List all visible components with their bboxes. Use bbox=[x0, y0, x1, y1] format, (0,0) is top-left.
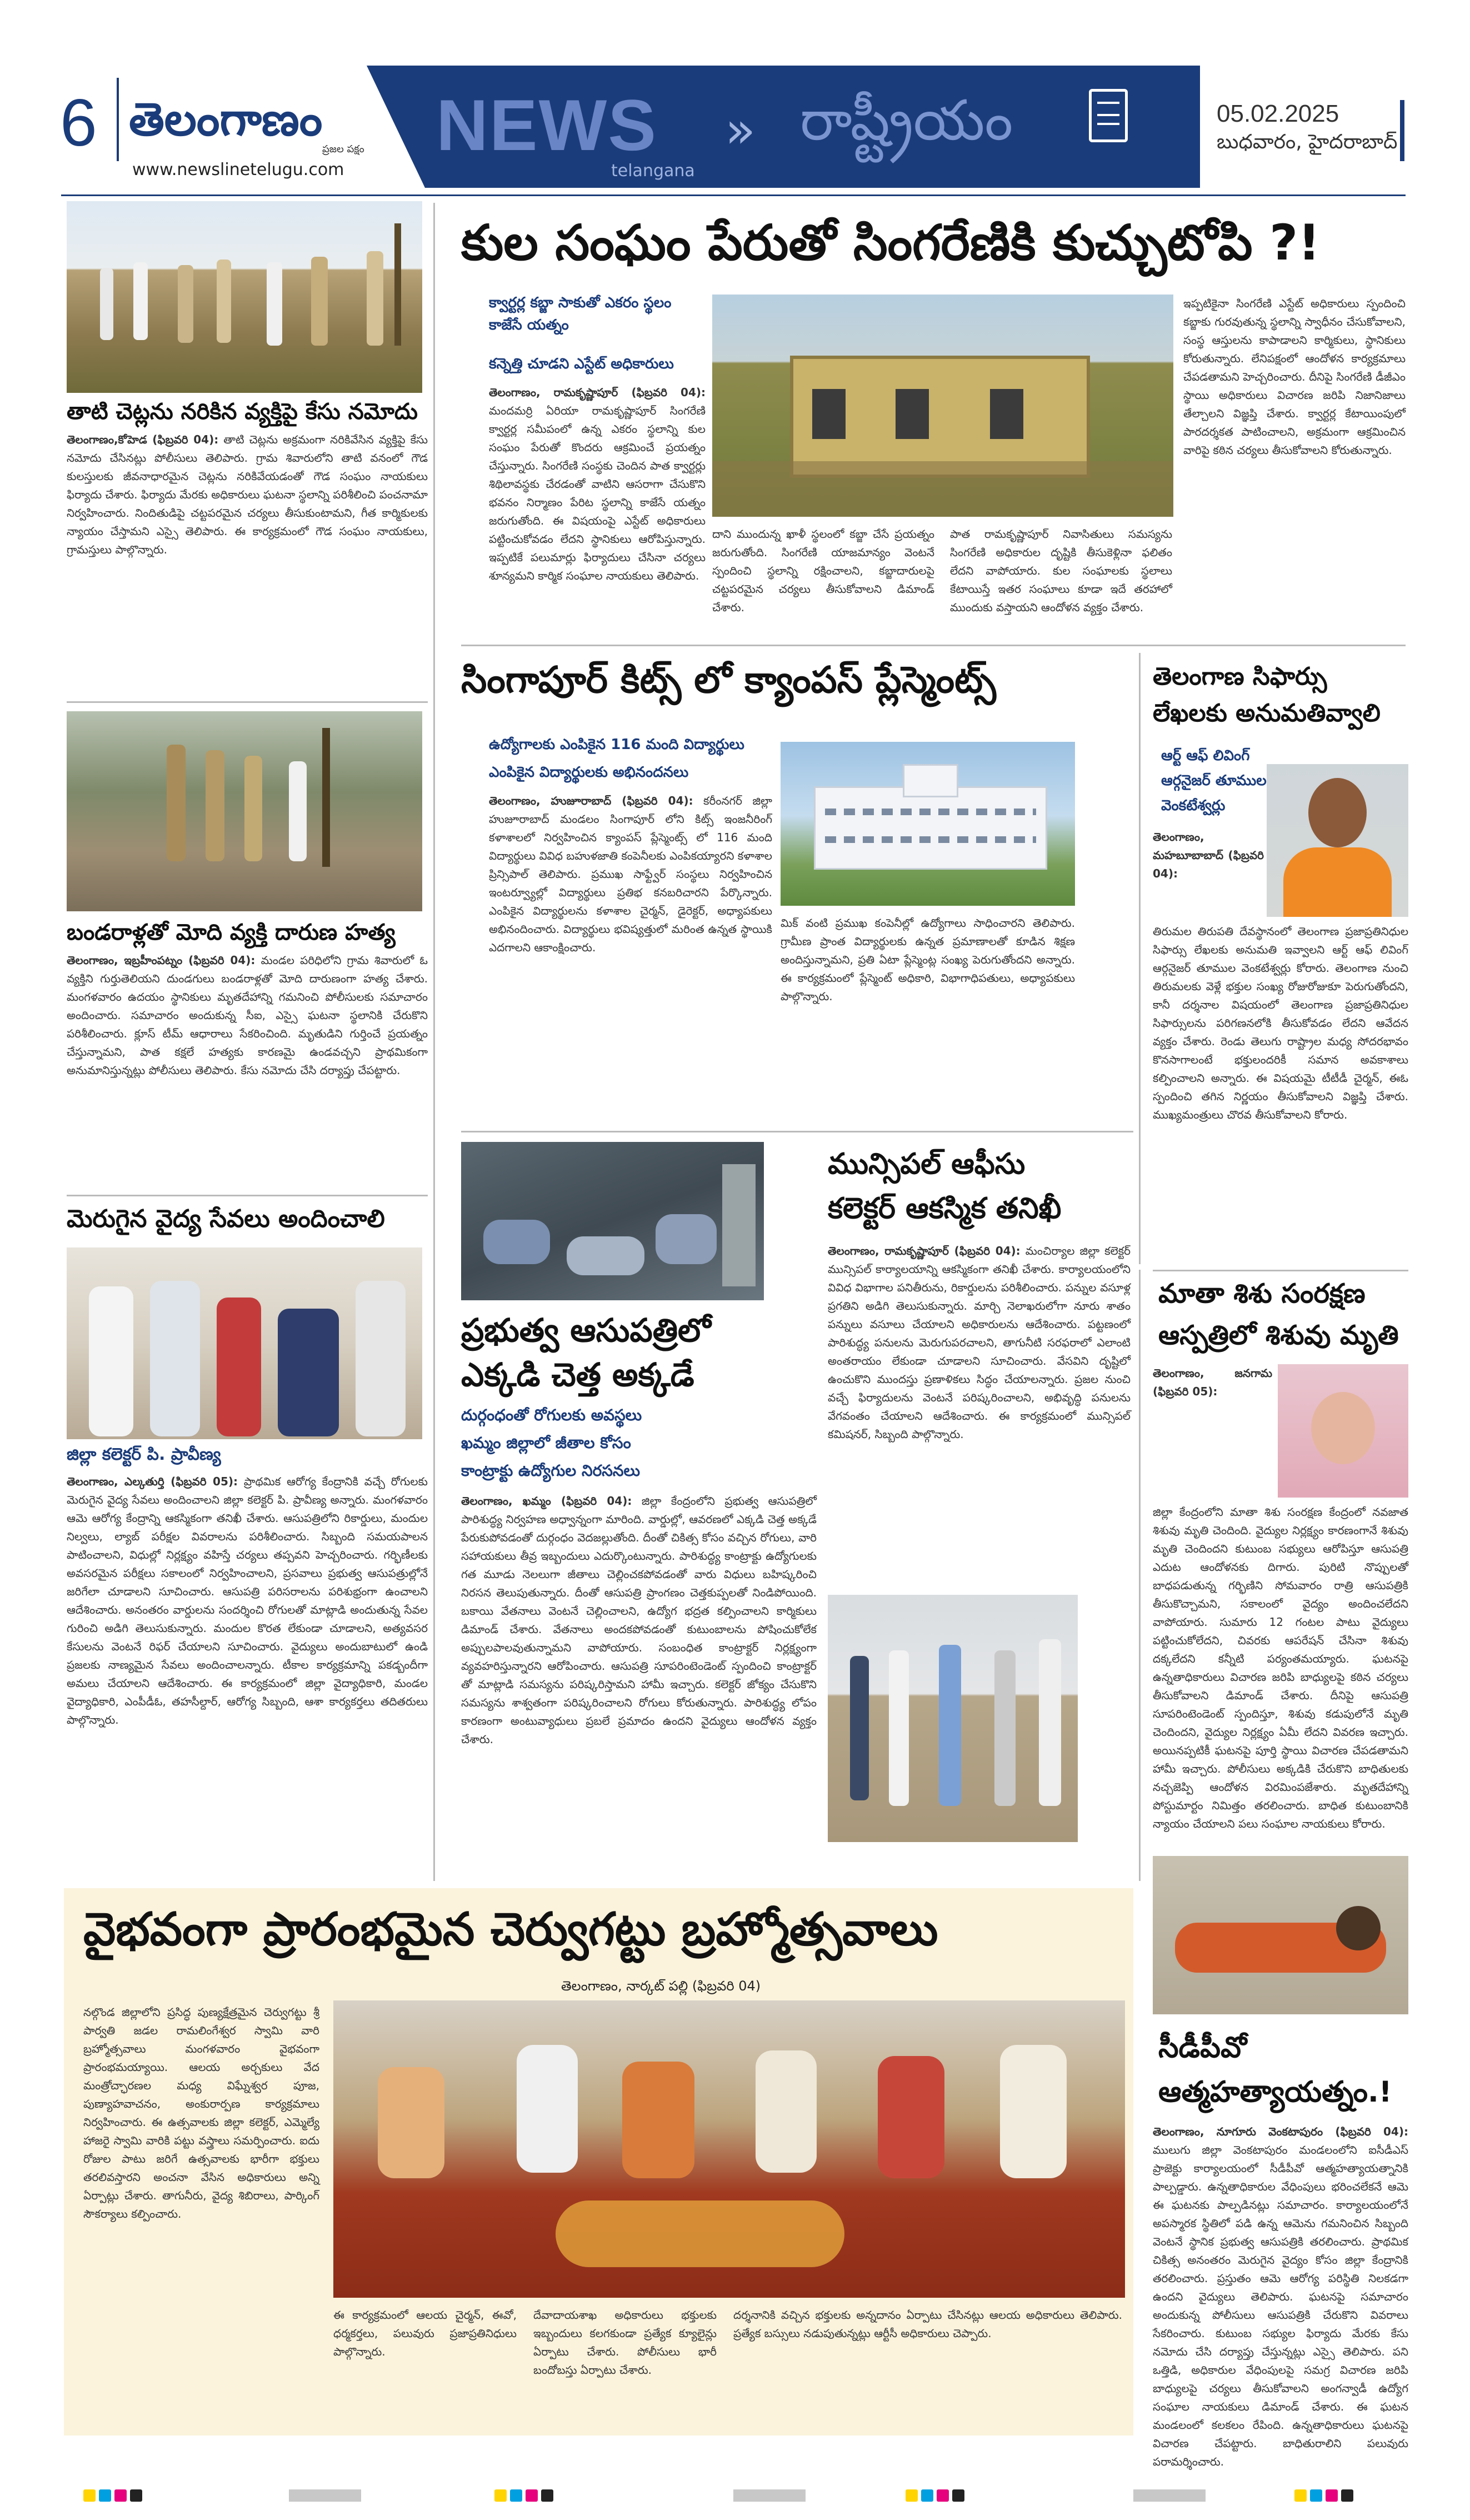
singareni-col3: పాత రామకృష్ణాపూర్ నివాసితులు సమస్యను సింగరేణి అధికారుల దృష్టికి తీసుకెళ్లినా ఫలితం లేదని వాపోయారు. కుల సంఘాలకు స్థలాలు కేటాయిస్తే ఇతర సంఘాలు కూడా ఇదే తరహాలో ముందుకు వస్తాయని ఆందోళన వ్యక్తం చేశారు. bbox=[950, 527, 1172, 614]
singapore-body bbox=[489, 792, 772, 1125]
cdpo-dateline: తెలంగాణం, నూగూరు వెంకటాపురం (ఫిబ్రవరి 04): bbox=[1153, 2125, 1408, 2138]
document-icon bbox=[1089, 89, 1128, 142]
hospital-sub3: కాంట్రాక్టు ఉద్యోగుల నిరసనలు bbox=[461, 1461, 641, 1480]
murder-text: మండల పరిధిలోని గ్రామ శివారులో ఓ వ్యక్తిని గుర్తుతెలియని దుండగులు బండరాళ్లతో మోది దారుణంగా హత్య చేశారు. మంగళవారం ఉదయం స్థానికులు మృతదేహాన్ని గమనించి పోలీసులకు సమాచారం అందించారు. సమాచారం అందుకున్న సీఐ, ఎస్సై ఘటనా స్థలానికి చేరుకొని పరిశీలించారు. క్లూస్ టీమ్ ఆధారాలు సేకరించింది. మృతుడిని గుర్తించే ప్రయత్నం చేస్తున్నామని, పాత కక్షలే హత్యకు కారణమై ఉండవచ్చని ప్రాథమికంగా అనుమానిస్తున్నట్లు పోలీసులు తెలిపారు. కేసు నమోదు చేసి దర్యాప్తు చేపట్టారు. bbox=[67, 954, 428, 1077]
murder-photo bbox=[67, 711, 422, 911]
section-title: రాష్ట్రీయం bbox=[800, 88, 1013, 153]
singapore-text: కరీంనగర్ జిల్లా హుజూరాబాద్ మండలం సింగాపూర్ లోని కిట్స్ ఇంజనీరింగ్ కళాశాలలో నిర్వహించిన క్యాంపస్ ప్లేస్మెంట్స్ లో 116 మంది విద్యార్థులు వివిధ బహుళజాతి కంపెనీలకు ఎంపికయ్యారని కళాశాల ప్రిన్సిపాల్ తెలిపారు. ప్రముఖ సాఫ్ట్వేర్ సంస్థలు నిర్వహించిన ఇంటర్వ్యూల్లో విద్యార్థులు ప్రతిభ కనబరిచారని పేర్కొన్నారు. ఎంపికైన విద్యార్థులను కళాశాల చైర్మన్, డైరెక్టర్, అధ్యాపకులు అభినందించారు. విద్యార్థులు భవిష్యత్తులో మరింత ఉన్నత స్థాయికి ఎదగాలని ఆకాంక్షించారు. bbox=[489, 794, 773, 954]
vaidya-text: ప్రాథమిక ఆరోగ్య కేంద్రానికి వచ్చే రోగులకు మెరుగైన వైద్య సేవలు అందించాలని జిల్లా కలెక్టర్ పి. ప్రావీణ్య అన్నారు. మంగళవారం ఆమె ఆరోగ్య కేంద్రాన్ని ఆకస్మికంగా తనిఖీ చేశారు. ఆసుపత్రిలోని రికార్డులు, మందుల నిల్వలు, ల్యాబ్ పరీక్షల వివరాలను పరిశీలించారు. సిబ్బంది సమయపాలన పాటించాలని, విధుల్లో నిర్లక్ష్యం వహిస్తే చర్యలు తప్పవని హెచ్చరించారు. గర్భిణీలకు అవసరమైన పరీక్షలు సకాలంలో నిర్వహించాలని, ప్రసవాలు ప్రభుత్వ ఆసుపత్రుల్లోనే జరిగేలా చూడాలని సూచించారు. ఆసుపత్రి పరిసరాలను పరిశుభ్రంగా ఉంచాలని ఆదేశించారు. అనంతరం వార్డులను సందర్శించి రోగులతో మాట్లాడి అందుతున్న సేవల గురించి అడిగి తెలుసుకున్నారు. మందుల కొరత లేకుండా చూడాలని, అత్యవసర కేసులను వెంటనే రిఫర్ చేయాలని సూచించారు. వైద్యులు అందుబాటులో ఉండి ప్రజలకు నాణ్యమైన సేవలు అందించాలన్నారు. టీకాల కార్యక్రమాన్ని పకడ్బందీగా అమలు చేయాలని ఆదేశించారు. ఈ కార్యక్రమంలో జిల్లా వైద్యాధికారి, మండల వైద్యాధికారి, ఎంపీడీఓ, తహసీల్దార్, ఆరోగ్య సిబ్బంది, ఆశా కార్యకర్తలు తదితరులు పాల్గొన్నారు. bbox=[67, 1475, 428, 1726]
singareni-sub1: క్వార్టర్ల కబ్జా సాకుతో ఎకరం స్థలం bbox=[489, 295, 672, 311]
brahmotsavalu-col4: దర్శనానికి వచ్చిన భక్తులకు అన్నదానం ఏర్పాటు చేసినట్లు ఆలయ అధికారులు తెలిపారు. ప్రత్యేక బస్సులు నడుపుతున్నట్లు ఆర్టీసీ అధికారులు చెప్పారు. bbox=[733, 2308, 1122, 2340]
murder-dateline: తెలంగాణం, ఇబ్రహీంపట్నం (ఫిబ్రవరి 04): bbox=[67, 954, 256, 967]
hospital-headline-2: ఎక్కడి చెత్త అక్కడే bbox=[461, 1356, 694, 1394]
website[interactable]: www.newslinetelugu.com bbox=[132, 160, 344, 179]
sishu-text: జిల్లా కేంద్రంలోని మాతా శిశు సంరక్షణ కేంద్రంలో నవజాత శిశువు మృతి చెందింది. వైద్యుల నిర్లక్ష్యం కారణంగానే శిశువు మృతి చెందిందని కుటుంబ సభ్యులు ఆరోపిస్తూ ఆసుపత్రి ఎదుట ఆందోళనకు దిగారు. పురిటి నొప్పులతో బాధపడుతున్న గర్భిణిని సోమవారం రాత్రి ఆసుపత్రికి తీసుకొచ్చామని, సకాలంలో వైద్యం అందించలేదని వాపోయారు. సుమారు 12 గంటల పాటు వైద్యులు పట్టించుకోలేదని, చివరకు ఆపరేషన్ చేసినా శిశువు దక్కలేదని కన్నీటి పర్యంతమయ్యారు. ఘటనపై ఉన్నతాధికారులు విచారణ జరిపి బాధ్యులపై కఠిన చర్యలు తీసుకోవాలని డిమాండ్ చేశారు. దీనిపై ఆసుపత్రి సూపరింటెండెంట్ స్పందిస్తూ, శిశువు కడుపులోనే మృతి చెందిందని, వైద్యుల నిర్లక్ష్యం ఏమీ లేదని వివరణ ఇచ్చారు. అయినప్పటికీ ఘటనపై పూర్తి స్థాయి విచారణ చేపడతామని హామీ ఇచ్చారు. పోలీసులు అక్కడికి చేరుకొని బాధితులకు నచ్చజెప్పి ఆందోళన విరమింపజేశారు. మృతదేహాన్ని పోస్టుమార్టం నిమిత్తం తరలించారు. బాధిత కుటుంబానికి న్యాయం చేయాలని పలు సంఘాల నాయకులు కోరారు. bbox=[1153, 1505, 1408, 1830]
singareni-right: ఇప్పటికైనా సింగరేణి ఎస్టేట్ అధికారులు స్పందించి కబ్జాకు గురవుతున్న స్థలాన్ని స్వాధీనం చేసుకోవాలని, సంస్థ ఆస్తులను కాపాడాలని కార్మికులు, స్థానికులు కోరుతున్నారు. లేనిపక్షంలో ఆందోళన కార్యక్రమాలు చేపడతామని హెచ్చరించారు. దీనిపై సింగరేణి డీజీఎం స్థాయి అధికారులు విచారణ జరిపి నిజానిజాలు తేల్చాలని విజ్ఞప్తి చేశారు. క్వార్టర్ల కేటాయింపులో పారదర్శకత పాటించాలని, అక్రమంగా ఆక్రమించిన వారిపై కఠిన చర్యలు తీసుకోవాలని కోరుతున్నారు. bbox=[1183, 297, 1406, 457]
hospital-text: జిల్లా కేంద్రంలోని ప్రభుత్వ ఆసుపత్రిలో పారిశుద్ధ్య నిర్వహణ అధ్వాన్నంగా మారింది. వార్డుల్లో, ఆవరణలో ఎక్కడి చెత్త అక్కడే పేరుకుపోవడంతో దుర్గంధం వెదజల్లుతోంది. దీంతో చికిత్స కోసం వచ్చిన రోగులు, వారి సహాయకులు తీవ్ర ఇబ్బందులు ఎదుర్కొంటున్నారు. పారిశుద్ధ్య కాంట్రాక్టు ఉద్యోగులకు గత మూడు నెలలుగా జీతాలు చెల్లించకపోవడంతో వారు విధులు బహిష్కరించి నిరసన తెలుపుతున్నారు. దీంతో ఆసుపత్రి ప్రాంగణం చెత్తకుప్పలతో నిండిపోయింది. బకాయి వేతనాలు వెంటనే చెల్లించాలని, ఉద్యోగ భద్రత కల్పించాలని కార్మికులు డిమాండ్ చేశారు. వేతనాలు అందకపోవడంతో కుటుంబాలను పోషించుకోలేక అప్పులపాలవుతున్నామని వాపోయారు. సంబంధిత కాంట్రాక్టర్ నిర్లక్ష్యంగా వ్యవహరిస్తున్నారని ఆరోపించారు. ఆసుపత్రి సూపరింటెండెంట్ స్పందించి కాంట్రాక్టర్ తో మాట్లాడి సమస్యను పరిష్కరిస్తామని హామీ ఇచ్చారు. కలెక్టర్ జోక్యం చేసుకొని సమస్యను శాశ్వతంగా పరిష్కరించాలని రోగులు కోరుతున్నారు. పారిశుద్ధ్య లోపం కారణంగా అంటువ్యాధులు ప్రబలే ప్రమాదం ఉందని వైద్యులు ఆందోళన వ్యక్తం చేశారు. bbox=[461, 1494, 817, 1746]
masthead bbox=[0, 0, 1470, 183]
tati-photo bbox=[67, 201, 422, 393]
lekhalu-sub2: ఆర్గనైజర్ తూముల bbox=[1161, 772, 1267, 789]
vaidya-dateline: తెలంగాణం, ఎల్కతుర్తి (ఫిబ్రవరి 05): bbox=[67, 1475, 238, 1488]
cdpo-text: ములుగు జిల్లా వెంకటాపురం మండలంలోని ఐసీడీఎస్ ప్రాజెక్టు కార్యాలయంలో సీడీపీవో ఆత్మహత్యాయత్నానికి పాల్పడ్డారు. ఉన్నతాధికారుల వేధింపులు భరించలేకనే ఆమె ఈ ఘటనకు పాల్పడినట్లు సమాచారం. కార్యాలయంలోనే అపస్మారక స్థితిలో పడి ఉన్న ఆమెను గమనించిన సిబ్బంది వెంటనే స్థానిక ప్రభుత్వ ఆసుపత్రికి తరలించారు. ప్రాథమిక చికిత్స అనంతరం మెరుగైన వైద్యం కోసం జిల్లా కేంద్రానికి తరలించారు. ప్రస్తుతం ఆమె ఆరోగ్య పరిస్థితి నిలకడగా ఉందని వైద్యులు తెలిపారు. ఘటనపై సమాచారం అందుకున్న పోలీసులు ఆసుపత్రికి చేరుకొని వివరాలు సేకరించారు. కుటుంబ సభ్యుల ఫిర్యాదు మేరకు కేసు నమోదు చేసి దర్యాప్తు చేస్తున్నట్లు ఎస్సై తెలిపారు. పని ఒత్తిడి, అధికారుల వేధింపులపై సమగ్ర విచారణ జరిపి బాధ్యులపై చర్యలు తీసుకోవాలని అంగన్వాడీ ఉద్యోగ సంఘాల నాయకులు డిమాండ్ చేశారు. ఈ ఘటన మండలంలో కలకలం రేపింది. ఉన్నతాధికారులు ఘటనపై విచారణ చేపట్టారు. బాధితురాలిని పలువురు పరామర్శించారు. bbox=[1153, 2143, 1408, 2468]
cdpo-body bbox=[1153, 2123, 1408, 2468]
singapore-sub1: ఉద్యోగాలకు ఎంపికైన 116 మంది విద్యార్థులు bbox=[489, 736, 744, 753]
singapore-dateline: తెలంగాణం, హుజూరాబాద్ (ఫిబ్రవరి 04): bbox=[489, 794, 693, 807]
lekhalu-sub1: ఆర్ట్ ఆఫ్ లివింగ్ bbox=[1161, 747, 1250, 764]
logo: తెలంగాణం bbox=[129, 93, 323, 146]
brahmotsavalu-photo bbox=[333, 2000, 1125, 2298]
sishu-headline-1: మాతా శిశు సంరక్షణ bbox=[1158, 1278, 1366, 1309]
gray-bar-3 bbox=[1133, 2489, 1206, 2502]
murder-body bbox=[67, 951, 428, 1185]
day-place: బుధవారం, హైదరాబాద్ bbox=[1217, 131, 1398, 153]
murder-headline: బండరాళ్లతో మోది వ్యక్తి దారుణ హత్య bbox=[67, 920, 396, 945]
hospital-headline-1: ప్రభుత్వ ఆసుపత్రిలో bbox=[461, 1311, 711, 1349]
vaidya-body bbox=[67, 1473, 428, 1878]
brahmotsavalu-body: నల్గొండ జిల్లాలోని ప్రసిద్ధ పుణ్యక్షేత్రమైన చెర్వుగట్టు శ్రీ పార్వతి జడల రామలింగేశ్వర స్వామి వారి బ్రహ్మోత్సవాలు మంగళవారం వైభవంగా ప్రారంభమయ్యాయి. ఆలయ అర్చకులు వేద మంత్రోచ్ఛారణల మధ్య విఘ్నేశ్వర పూజ, పుణ్యాహవాచనం, అంకురార్పణ కార్యక్రమాలు నిర్వహించారు. ఈ ఉత్సవాలకు జిల్లా కలెక్టర్, ఎమ్మెల్యే హాజరై స్వామి వారికి పట్టు వస్త్రాలు సమర్పించారు. ఐదు రోజుల పాటు జరిగే ఉత్సవాలకు భారీగా భక్తులు తరలివస్తారని అంచనా వేసిన అధికారులు అన్ని ఏర్పాట్లు చేశారు. తాగునీరు, వైద్య శిబిరాలు, పార్కింగ్ సౌకర్యాలు కల్పించారు. bbox=[83, 2005, 319, 2220]
hospital-body bbox=[461, 1492, 817, 1875]
singareni-photo bbox=[712, 295, 1173, 517]
brahmotsavalu-col2: ఈ కార్యక్రమంలో ఆలయ చైర్మన్, ఈవో, ధర్మకర్తలు, పలువురు ప్రజాప్రతినిధులు పాల్గొన్నారు. bbox=[333, 2308, 517, 2358]
hospital-sub2: ఖమ్మం జిల్లాలో జీతాల కోసం bbox=[461, 1434, 631, 1452]
singapore-photo bbox=[781, 742, 1075, 906]
lekhalu-photo bbox=[1267, 764, 1408, 917]
sishu-dateline: తెలంగాణం, జనగామ (ఫిబ్రవరి 05): bbox=[1153, 1366, 1272, 1398]
singareni-dateline: తెలంగాణం, రామకృష్ణాపూర్ (ఫిబ్రవరి 04): bbox=[489, 386, 706, 399]
print-registration-bar-end bbox=[1294, 2489, 1357, 2504]
tati-body bbox=[67, 431, 428, 692]
lekhalu-sub3: వెంకటేశ్వర్లు bbox=[1161, 797, 1226, 814]
cdpo-photo bbox=[1153, 1856, 1408, 2014]
hospital-dateline: తెలంగాణం, ఖమ్మం (ఫిబ్రవరి 04): bbox=[461, 1494, 632, 1508]
tati-text: తాటి చెట్లను అక్రమంగా నరికివేసిన వ్యక్తిపై కేసు నమోదు చేసినట్లు పోలీసులు తెలిపారు. గ్రామ శివారులోని తాటి వనంలో గౌడ కులస్తులకు జీవనాధారమైన చెట్లను నరికివేయడంతో గౌడ సంఘం నాయకులు ఫిర్యాదు చేశారు. ఫిర్యాదు మేరకు అధికారులు ఘటనా స్థలాన్ని పరిశీలించి పంచనామా నిర్వహించారు. నిందితుడిపై చట్టపరమైన చర్యలు తీసుకుంటామని, గీత కార్మికులకు న్యాయం చేస్తామని ఎస్సై తెలిపారు. ఈ కార్యక్రమంలో గౌడ సంఘం నాయకులు, గ్రామస్తులు పాల్గొన్నారు. bbox=[67, 433, 428, 556]
brahmotsavalu-dateline: తెలంగాణం, నార్కట్ పల్లి (ఫిబ్రవరి 04) bbox=[561, 1978, 761, 1994]
sishu-headline-2: ఆస్పత్రిలో శిశువు మృతి bbox=[1158, 1320, 1399, 1351]
municipal-headline-1: మున్సిపల్ ఆఫీసు bbox=[828, 1147, 1026, 1181]
lekhalu-text: తిరుమల తిరుపతి దేవస్థానంలో తెలంగాణ ప్రజాప్రతినిధుల సిఫార్సు లేఖలకు అనుమతి ఇవ్వాలని ఆర్ట్ ఆఫ్ లివింగ్ ఆర్గనైజర్ తూముల వెంకటేశ్వర్లు కోరారు. తెలంగాణ నుంచి తిరుమలకు వెళ్లే భక్తుల సంఖ్య రోజురోజుకూ పెరుగుతోందని, కానీ దర్శనాల విషయంలో తెలంగాణ ప్రజాప్రతినిధుల సిఫార్సులను పరిగణనలోకి తీసుకోవడం లేదని ఆవేదన వ్యక్తం చేశారు. రెండు తెలుగు రాష్ట్రాల మధ్య సోదరభావం కొనసాగాలంటే భక్తులందరికీ సమాన అవకాశాలు కల్పించాలని అన్నారు. ఈ విషయమై టీటీడీ చైర్మన్, ఈఓ స్పందించి తగిన నిర్ణయం తీసుకోవాలని విజ్ఞప్తి చేశారు. ముఖ్యమంత్రులు చొరవ తీసుకోవాలని కోరారు. bbox=[1153, 925, 1408, 1121]
print-registration-bar-mid bbox=[494, 2489, 557, 2504]
lekhalu-dateline: తెలంగాణం, మహబూబాబాద్ (ఫిబ్రవరి 04): bbox=[1153, 830, 1264, 880]
vaidya-photo bbox=[67, 1247, 422, 1439]
sishu-dateline-box bbox=[1153, 1364, 1272, 1498]
sishu-photo bbox=[1278, 1364, 1408, 1498]
logo-tagline: ప్రజల పక్షం bbox=[322, 143, 364, 155]
singareni-sub2: కాజేసే యత్నం bbox=[489, 317, 569, 333]
brahmotsavalu-col3: దేవాదాయశాఖ అధికారులు భక్తులకు ఇబ్బందులు కలగకుండా ప్రత్యేక క్యూలైన్లు ఏర్పాటు చేశారు. పోలీసులు భారీ బందోబస్తు ఏర్పాటు చేశారు. bbox=[533, 2308, 717, 2377]
municipal-body bbox=[828, 1242, 1131, 1589]
lekhalu-body bbox=[1153, 828, 1264, 917]
municipal-headline-2: కలెక్టర్ ఆకస్మిక తనిఖీ bbox=[828, 1192, 1062, 1225]
hospital-photo bbox=[461, 1142, 764, 1300]
hospital-sub1: దుర్గంధంతో రోగులకు అవస్థలు bbox=[461, 1406, 642, 1424]
issue-date: 05.02.2025 bbox=[1217, 100, 1339, 127]
reg-magenta bbox=[114, 2489, 127, 2502]
singapore-sub2: ఎంపికైన విద్యార్థులకు అభినందనలు bbox=[489, 764, 689, 781]
news-sub: telangana bbox=[611, 161, 695, 181]
print-registration-bar-right bbox=[906, 2489, 968, 2504]
page-number: 6 bbox=[60, 86, 97, 160]
vaidya-caption: జిల్లా కలెక్టర్ పి. ప్రావీణ్య bbox=[67, 1445, 221, 1464]
singapore-headline: సింగాపూర్ కిట్స్ లో క్యాంపస్ ప్లేస్మెంట్స్ bbox=[461, 658, 996, 701]
cdpo-headline-2: ఆత్మహత్యాయత్నం.! bbox=[1158, 2075, 1392, 2109]
singareni-body bbox=[489, 383, 706, 636]
print-registration-bar-left bbox=[83, 2489, 146, 2504]
cdpo-headline-1: సీడీపీవో bbox=[1158, 2031, 1247, 2064]
singareni-sub3: కన్నెత్తి చూడని ఎస్టేట్ అధికారులు bbox=[489, 356, 674, 372]
news-label: NEWS bbox=[436, 84, 657, 166]
singareni-text: మందమర్రి ఏరియా రామకృష్ణాపూర్ సింగరేణి క్వార్టర్ల సమీపంలో ఉన్న ఎకరం స్థలాన్ని కుల సంఘం పేరుతో కొందరు ఆక్రమించే ప్రయత్నం చేస్తున్నారు. సింగరేణి సంస్థకు చెందిన పాత క్వార్టర్లు శిథిలావస్థకు చేరడంతో వాటిని ఆసరాగా చేసుకొని భవనం నిర్మాణం పేరిట స్థలాన్ని కాజేసే యత్నం జరుగుతోంది. ఈ విషయంపై ఎస్టేట్ అధికారులు పట్టించుకోవడం లేదని స్థానికులు ఆరోపిస్తున్నారు. ఇప్పటికే పలుమార్లు ఫిర్యాదులు చేసినా చర్యలు శూన్యమని కార్మిక సంఘాల నాయకులు తెలిపారు. bbox=[489, 404, 706, 582]
gray-bar-1 bbox=[289, 2489, 361, 2502]
brahmotsavalu-headline: వైభవంగా ప్రారంభమైన చెర్వుగట్టు బ్రహ్మోత్సవాలు bbox=[83, 1903, 938, 1956]
municipal-text: మంచిర్యాల జిల్లా కలెక్టర్ మున్సిపల్ కార్యాలయాన్ని ఆకస్మికంగా తనిఖీ చేశారు. కార్యాలయంలోని వివిధ విభాగాల పనితీరును, రికార్డులను పరిశీలించారు. పన్నుల వసూళ్ల ప్రగతిని అడిగి తెలుసుకున్నారు. మార్చి నెలాఖరులోగా నూరు శాతం పన్నులు వసూలు చేయాలని అధికారులను ఆదేశించారు. పట్టణంలో పారిశుద్ధ్య పనులను మెరుగుపరచాలని, తాగునీటి సరఫరాలో ఎలాంటి అంతరాయం లేకుండా చూడాలని సూచించారు. వేసవిని దృష్టిలో ఉంచుకొని ముందస్తు ప్రణాళికలు సిద్ధం చేయాలన్నారు. ప్రజల నుంచి వచ్చే ఫిర్యాదులను వెంటనే పరిష్కరించాలని, అభివృద్ధి పనులను వేగవంతం చేయాలని ఆదేశించారు. ఈ కార్యక్రమంలో మున్సిపల్ కమిషనర్, సిబ్బంది పాల్గొన్నారు. bbox=[828, 1244, 1131, 1441]
lekhalu-headline-1: తెలంగాణ సిఫార్సు లేఖలకు అనుమతివ్వాలి bbox=[1153, 662, 1381, 727]
municipal-dateline: తెలంగాణం, రామకృష్ణాపూర్ (ఫిబ్రవరి 04): bbox=[828, 1244, 1021, 1257]
singapore-col2: మిక్ వంటి ప్రముఖ కంపెనీల్లో ఉద్యోగాలు సాధించారని తెలిపారు. గ్రామీణ ప్రాంత విద్యార్థులకు ఉన్నత ప్రమాణాలతో కూడిన శిక్షణ అందిస్తున్నామని, ప్రతి ఏటా ప్లేస్మెంట్ల సంఖ్య పెరుగుతోందని అన్నారు. ఈ కార్యక్రమంలో ప్లేస్మెంట్ అధికారి, విభాగాధిపతులు, అధ్యాపకులు పాల్గొన్నారు. bbox=[781, 916, 1075, 1003]
vaidya-headline: మెరుగైన వైద్య సేవలు అందించాలి bbox=[67, 1205, 385, 1233]
municipal-photo bbox=[828, 1595, 1078, 1842]
chevron-icon: » bbox=[725, 101, 756, 159]
reg-yellow bbox=[83, 2489, 96, 2502]
reg-cyan bbox=[99, 2489, 111, 2502]
reg-black bbox=[130, 2489, 142, 2502]
singareni-col2: దాని ముందున్న ఖాళీ స్థలంలో కబ్జా చేసే ప్రయత్నం జరుగుతోంది. సింగరేణి యాజమాన్యం వెంటనే స్పందించి స్థలాన్ని రక్షించాలని, కబ్జాదారులపై చట్టపరమైన చర్యలు తీసుకోవాలని డిమాండ్ చేశారు. bbox=[712, 527, 934, 614]
singareni-headline: కుల సంఘం పేరుతో సింగరేణికి కుచ్చుటోపి ?! bbox=[461, 214, 1321, 271]
tati-headline: తాటి చెట్లను నరికిన వ్యక్తిపై కేసు నమోదు bbox=[67, 399, 418, 425]
tati-dateline: తెలంగాణం,కోహెడ (ఫిబ్రవరి 04): bbox=[67, 433, 219, 446]
gray-bar-2 bbox=[733, 2489, 806, 2502]
